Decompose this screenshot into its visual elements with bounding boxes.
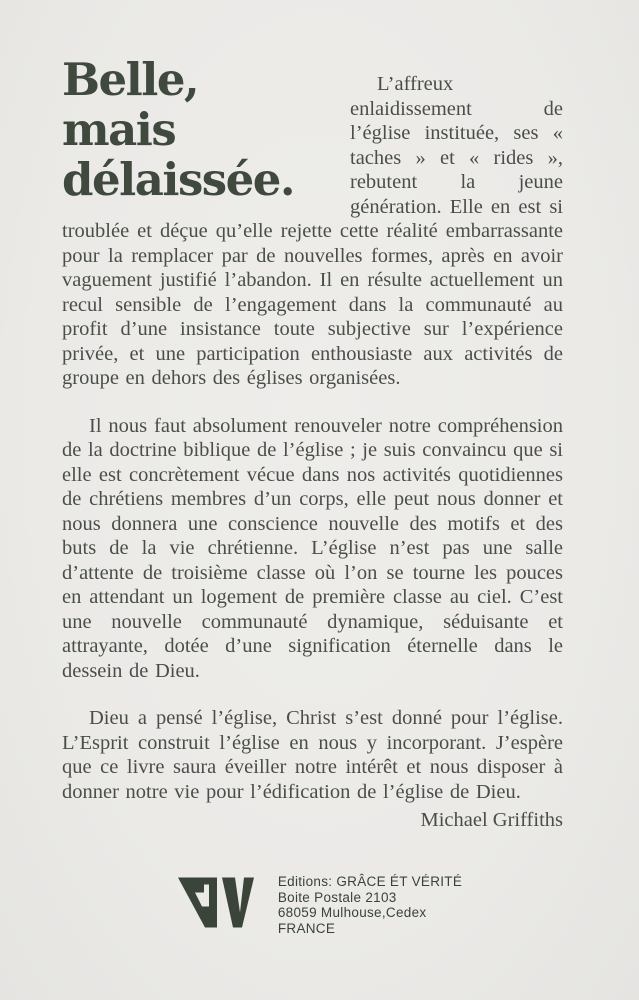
title-line-2: mais — [62, 103, 176, 156]
publisher-po-box: Boite Postale 2103 — [277, 889, 397, 905]
publisher-address — [278, 872, 462, 936]
paragraph-3: Dieu a pensé l’église, Christ s’est donné pour l’église. L’Esprit construit l’église en nous y incorporant. J’espère que ce livre saura éveiller notre intérêt et nous disposer à donner notre vie pour l’édification de l’église de Dieu. — [62, 707, 563, 803]
publisher-block — [0, 872, 639, 936]
book-title — [62, 55, 350, 205]
title-line-1: Belle, — [62, 53, 199, 106]
publisher-name: Editions: GRÂCE ÉT VÉRITÉ — [277, 874, 463, 889]
publisher-city: 68059 Mulhouse,Cedex — [277, 905, 427, 921]
paragraph-2: Il nous faut absolument renouveler notre compréhension de la doctrine biblique de l’église ; je suis convaincu que si elle est concrètement vécue dans nos activités quotidiennes de chrétiens membres d’un corps, elle peut nous donner et nous donnera une conscience nouvelle des motifs et des buts de la vie chrétienne. L’église n’est pas une salle d’attente de troisième classe où l’on se tourne les pouces en attendant un logement de première classe au ciel. C’est une nouvelle communauté dynamique, séduisante et attrayante, dotée d’une signification éternelle dans le dessein de Dieu. — [62, 414, 563, 682]
title-line-3: délaissée. — [62, 153, 295, 206]
publisher-country: FRANCE — [277, 920, 336, 936]
author-name: Michael Griffiths — [420, 809, 563, 831]
gv-logo-icon — [177, 876, 255, 929]
paragraph-1: L’affreux enlaidissement de l’église instituée, ses « taches » et « rides », rebutent la jeune génération. Elle en est si troublée et déçue qu’elle rejette cette réalité embarrassante pour la remplacer par de nouvelles formes, après en avoir vaguement justifié l’abandon. Il en résulte actuellement un recul sensible de l’engagement dans la communauté au profit d’une insistance toute subjective sur l’expérience privée, et une participation enthousiaste aux activités de groupe en dehors des églises organisées. — [62, 73, 563, 389]
